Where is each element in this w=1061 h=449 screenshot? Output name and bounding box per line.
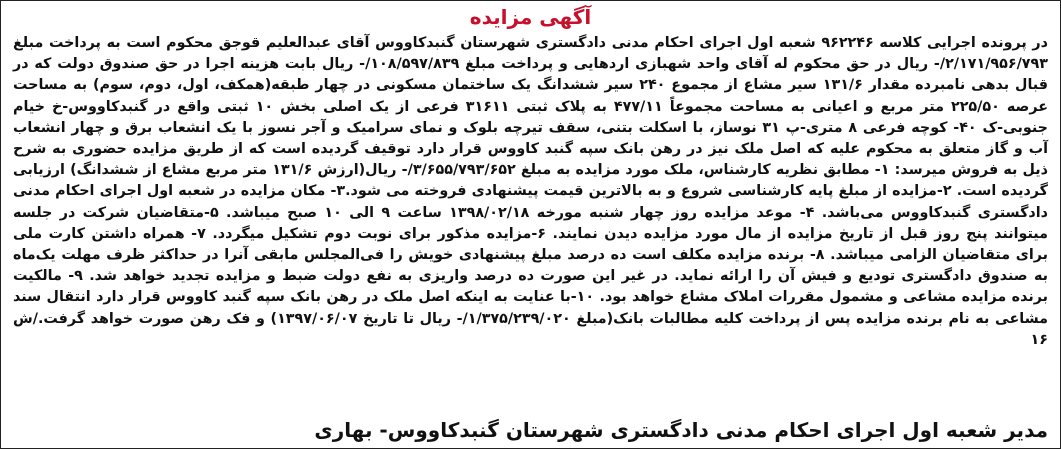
- notice-signature: مدیر شعبه اول اجرای احکام مدنی دادگستری شهرستان گنبدکاووس- بهاری: [314, 418, 1048, 442]
- notice-body: [1, 31, 1060, 351]
- notice-title: آگهی مزایده: [469, 5, 592, 29]
- notice-paragraph: در پرونده اجرایی کلاسه ۹۶۲۲۴۶ شعبه اول اجرای احکام مدنی دادگستری شهرستان گنبدکاووس آقای عبدالعلیم قوجق محکوم است به پرداخت مبلغ ۲/۱۷۱/۹۵۶/۷۹۳/- ریال در حق محکوم له آقای واحد شهبازی اردهایی و پرداخت مبلغ ۱۰۸/۵۹۷/۸۳۹/- ریال بابت هزینه اجرا در حق صندوق دولت که در قبال بدهی نامبرده مقدار ۱۳۱/۶ سیر مشاع از مجموع ۲۴۰ سیر ششدانگ یک ساختمان مسکونی در چهار طبقه(همکف، اول، دوم، سوم) به مساحت عرصه ۲۲۵/۵۰ متر مربع و اعیانی به مساحت مجموعاً ۴۷۷/۱۱ به پلاک ثبتی ۳۱۶۱۱ فرعی از یک اصلی بخش ۱۰ ثبتی واقع در گنبدکاووس-خ خیام جنوبی-ک ۴۰- کوچه فرعی ۸ متری-پ ۳۱ نوساز، با اسکلت بتنی، سقف تیرچه بلوک و نمای سرامیک و آجر نسوز با یک انشعاب برق و چهار انشعاب آب و گاز متعلق به محکوم علیه که اصل ملک نیز در رهن بانک سپه گنبد کاووس قرار دارد توقیف گردیده است که از طریق مزایده حضوری به شرح ذیل به فروش میرسد: ۱- مطابق نظریه کارشناس، ملک مورد مزایده به مبلغ ۳/۶۵۵/۷۹۳/۶۵۲/- ریال(ارزش ۱۳۱/۶ متر مربع مشاع از ششدانگ) ارزیابی گردیده است. ۲-مزایده از مبلغ پایه کارشناسی شروع و به بالاترین قیمت پیشنهادی فروخته می شود.۳- مکان مزایده در شعبه اول اجرای احکام مدنی دادگستری گنبدکاووس می‌باشد. ۴- موعد مزایده روز چهار شنبه مورخه ۱۳۹۸/۰۲/۱۸ ساعت ۹ الی ۱۰ صبح میباشد. ۵-متقاضیان شرکت در جلسه میتوانند پنج روز قبل از تاریخ مزایده از مال مورد مزایده دیدن نمایند. ۶-مزایده مذکور برای نوبت دوم تشکیل میگردد. ۷- همراه داشتن کارت ملی برای متقاضیان الزامی میباشد. ۸- برنده مزایده مکلف است ده درصد مبلغ پیشنهادی خویش را فی‌المجلس مابقی آنرا در حداکثر ظرف مهلت یک‌ماه به صندوق دادگستری تودیع و فیش آن را ارائه نماید. در غیر این صورت ده درصد واریزی به نفع دولت ضبط و مزایده تجدید خواهد شد. ۹- مالکیت برنده مزایده مشاعی و مشمول مقررات املاک مشاع خواهد بود. ۱۰-با عنایت به اینکه اصل ملک در رهن بانک سپه گنبد کاووس قرار دارد انتقال سند مشاعی به نام برنده مزایده پس از پرداخت کلیه مطالبات بانک(مبلغ ۱/۳۷۵/۲۳۹/۰۲۰/- ریال تا تاریخ ۱۳۹۷/۰۶/۰۷) و فک رهن صورت خواهد گرفت./ش ۱۶: [13, 35, 1049, 348]
